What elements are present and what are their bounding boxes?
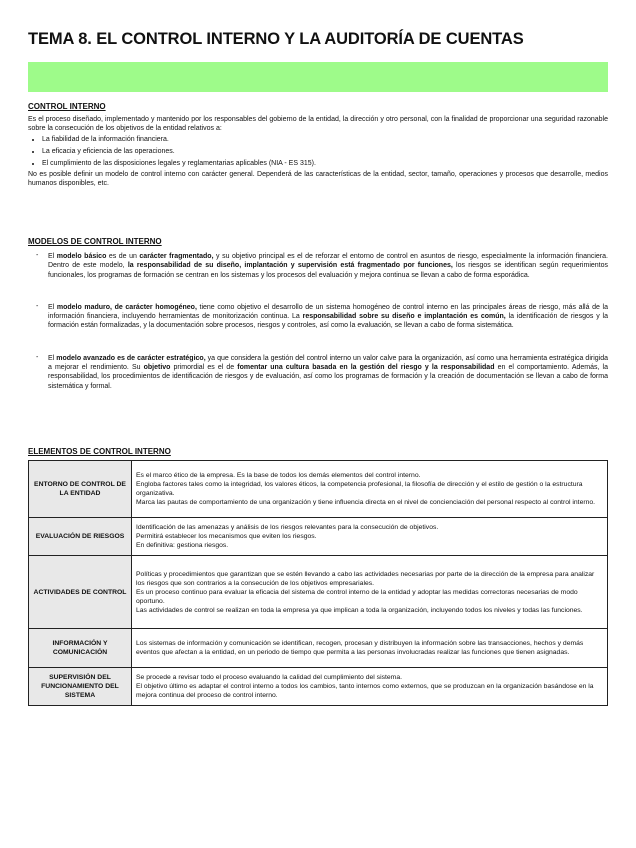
content-line: Permitirá establecer los mecanismos que eviten los riesgos. (136, 533, 317, 540)
content-line: Es un proceso continuo para evaluar la eficacia del sistema de control interno de la entidad y adoptar las medidas correctoras necesarias de modo oportuno. (136, 588, 578, 605)
objectives-list (28, 134, 608, 170)
dash-marker: - (36, 353, 39, 361)
text-run: El (48, 253, 57, 260)
table-row (29, 461, 608, 518)
bold-run: modelo avanzado es de carácter estratégico, (56, 354, 206, 362)
row-label: ACTIVIDADES DE CONTROL (29, 556, 132, 629)
green-banner (28, 62, 608, 92)
modelo-avanzado-item (28, 354, 608, 391)
section-heading-elementos: ELEMENTOS DE CONTROL INTERNO (28, 447, 171, 456)
content-line: El objetivo último es adaptar el control interno a todos los cambios, tanto internos como externos, que se produzcan en la organización basándose en la mejora continua del proceso de control interno. (136, 683, 594, 699)
text-run: ya que considera la gestión del control interno un valor calve para la organización, así como una herramienta estratégica dirigida a mejorar el rendimiento. Su (48, 354, 608, 372)
text-run: en el comportamiento. Además, la responsabilidad, los procedimientos de identificación de riesgos y de evaluación, así como los programas de formación y la creación de documentación se llevan a cabo de forma sistemática y formal. (48, 364, 608, 390)
control-interno-closing: No es posible definir un modelo de control interno con carácter general. Dependerá de las características de la entidad, sector, tamaño, operaciones y procesos que desarrolle, medios humanos disponibles, etc. (28, 170, 608, 188)
content-line: Es el marco ético de la empresa. Es la base de todos los demás elementos del control interno. (136, 472, 421, 479)
content-line: Las actividades de control se realizan en toda la empresa ya que implican a toda la organización, incluyendo todos los niveles y todas las funciones. (136, 606, 583, 614)
content-line: Engloba factores tales como la integridad, los valores éticos, la competencia profesional, la filosofía de dirección y el estilo de gestión o la estructura organizativa. (136, 481, 583, 497)
text-run: El (48, 354, 57, 362)
text-run: El (48, 303, 57, 311)
bold-run: fomentar una cultura basada en la gestión del riesgo y la responsabilidad (237, 364, 495, 372)
list-item: • La fiabilidad de la información financiera. (42, 134, 608, 146)
bold-run: objetivo (143, 364, 171, 372)
section-heading-modelos: MODELOS DE CONTROL INTERNO (28, 237, 162, 246)
row-content (132, 629, 608, 668)
table-row (29, 556, 608, 629)
dash-marker: - (36, 252, 39, 259)
text-run: primordial es el de (170, 364, 238, 372)
content-line: En definitiva: gestiona riesgos. (136, 542, 229, 549)
content-line: Identificación de las amenazas y análisis de los riesgos relevantes para la consecución de objetivos. (136, 524, 439, 531)
content-line: Políticas y procedimientos que garantizan que se estén llevando a cabo las actividades necesarias por parte de la dirección de la empresa para analizar los riesgos que son contrarios a la consecución de los objetivos empresariales. (136, 570, 595, 587)
content-line: Marca las pautas de comportamiento de una organización y tiene influencia directa en el nivel de concienciación del personal respecto al control interno. (136, 499, 596, 506)
row-label: EVALUACIÓN DE RIESGOS (29, 518, 132, 556)
text-run: la identificación de riesgos y la formación están formalizadas, y la documentación sobre procesos, riesgos y controles, así como la evaluación, se llevan a cabo de forma sistemática. (48, 313, 608, 330)
table-row (29, 518, 608, 556)
text-run: y su objetivo principal es el de reforzar el entorno de control en asuntos de riesgo, especialmente la información financiera. Dentro de este modelo, (48, 253, 608, 270)
section-heading-control-interno: CONTROL INTERNO (28, 102, 106, 111)
list-item: • La eficacia y eficiencia de las operaciones. (42, 146, 608, 158)
section-heading-wrap-elementos (28, 447, 608, 460)
row-content (132, 518, 608, 556)
elementos-table (28, 460, 608, 706)
control-interno-intro: Es el proceso diseñado, implementado y mantenido por los responsables del gobierno de la entidad, la dirección y otro personal, con la finalidad de proporcionar una seguridad razonable sobre la consecución de los objetivos de la entidad relativos a: (28, 116, 608, 133)
row-content (132, 556, 608, 629)
modelo-basico-item (28, 252, 608, 280)
page-title: TEMA 8. EL CONTROL INTERNO Y LA AUDITORÍA DE CUENTAS (28, 30, 524, 48)
modelo-maduro-item (28, 303, 608, 331)
bold-run: modelo maduro, de carácter homogéneo, (56, 303, 197, 311)
content-line: Los sistemas de información y comunicación se identifican, recogen, procesan y distribuyen la información sobre las transacciones, hechos y demás eventos que afectan a la entidad, en un periodo de tiempo que permita a las personas involucradas realizar las funciones que tienen asignadas. (136, 640, 584, 656)
content-line: Se procede a revisar todo el proceso evaluando la calidad del cumplimiento del sistema. (136, 674, 402, 681)
bold-run: carácter fragmentado, (139, 253, 214, 260)
table-row (29, 629, 608, 668)
row-content (132, 461, 608, 518)
bold-run: responsabilidad sobre su diseño e implantación es común, (302, 313, 506, 321)
section-modelos (28, 237, 608, 391)
text-run: los riesgos se identifican según requerimientos funcionales, los programas de formación se centran en los sistemas y los procesos del evaluación y mejora continua se llevan a cabo de forma esporádica. (48, 262, 608, 279)
row-content (132, 668, 608, 706)
section-control-interno (28, 102, 608, 189)
row-label: INFORMACIÓN Y COMUNICACIÓN (29, 629, 132, 668)
bold-run: la responsabilidad de su diseño, implantación y supervisión está fragmentado por funciones, (127, 262, 453, 270)
row-label: ENTORNO DE CONTROL DE LA ENTIDAD (29, 461, 132, 518)
bold-run: modelo básico (56, 253, 107, 260)
dash-marker: - (36, 302, 39, 310)
text-run: tiene como objetivo el desarrollo de un sistema homogéneo de control interno en las principales áreas de riesgo, más allá de la información financiera, incluyendo herramientas de monitorización continua. La (48, 303, 608, 321)
text-run: es de un (106, 253, 140, 260)
table-row (29, 668, 608, 706)
list-item: • El cumplimiento de las disposiciones legales y reglamentarias aplicables (NIA - ES 315). (42, 158, 608, 170)
row-label: SUPERVISIÓN DEL FUNCIONAMIENTO DEL SISTEMA (29, 668, 132, 706)
